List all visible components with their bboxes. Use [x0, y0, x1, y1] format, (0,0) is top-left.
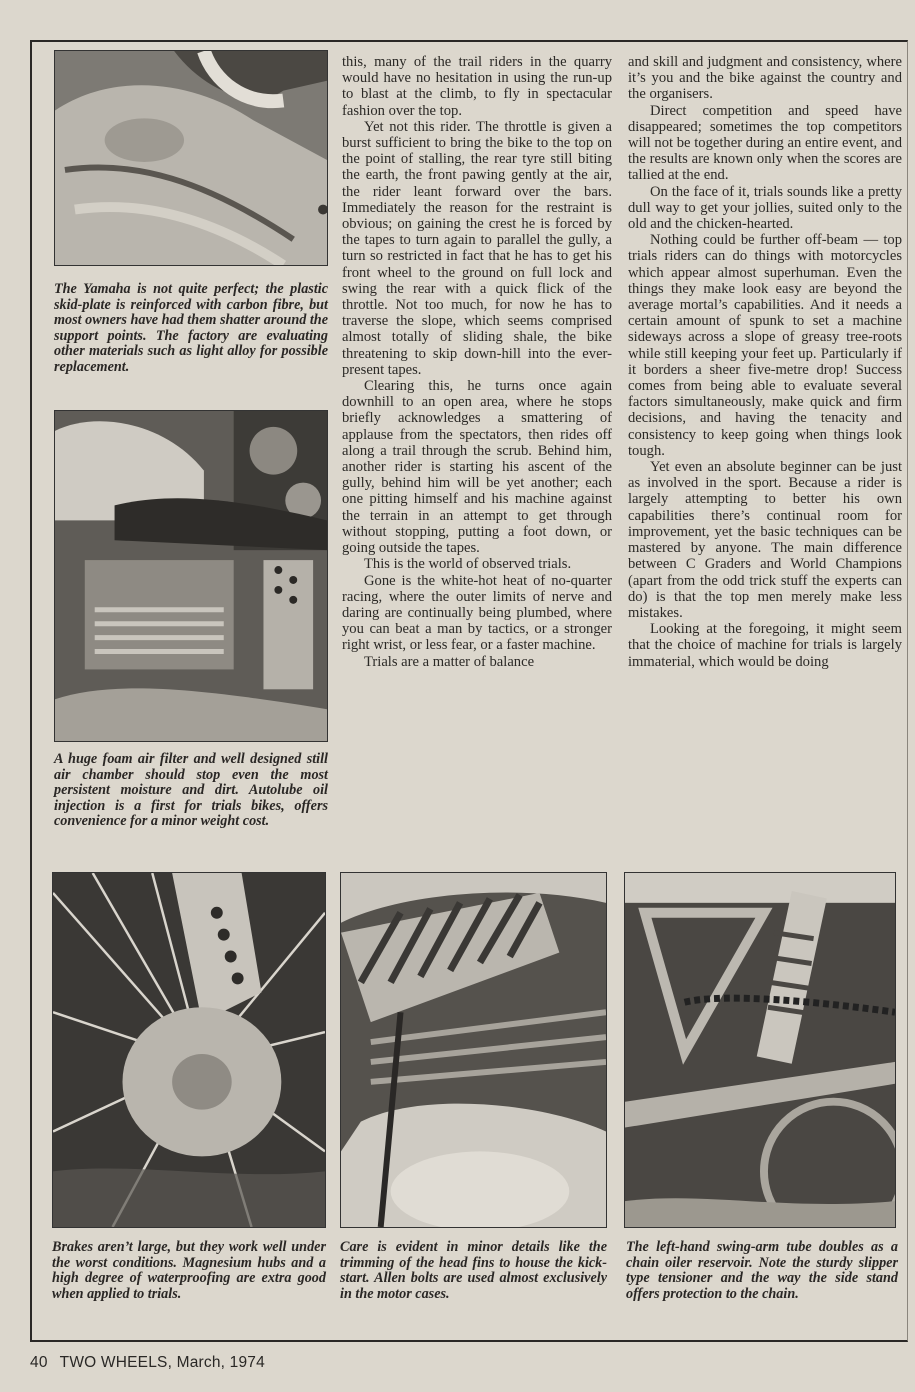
- publication-line: TWO WHEELS, March, 1974: [59, 1354, 265, 1371]
- air-filter-photo: [54, 410, 328, 742]
- swing-arm-caption: The left-hand swing-arm tube doubles as a chain oiler reservoir. Note the sturdy slipper type tensioner and the way the side stand offers protection to the chain.: [626, 1239, 898, 1302]
- paragraph: this, many of the trail riders in the quarry would have no hesitation in using the run-up to blast at the climb, to fly in spectacular fashion over the top.: [342, 54, 612, 119]
- paragraph: Direct competition and speed have disappeared; sometimes the top competitors will not be together during an entire event, and the results are known only when the scores are tallied at the end.: [628, 102, 902, 184]
- paragraph: Trials are a matter of balance: [364, 653, 535, 670]
- article-column-middle: [342, 54, 612, 670]
- skid-plate-photo: [54, 50, 328, 266]
- skid-plate-caption: The Yamaha is not quite perfect; the plastic skid-plate is reinforced with carbon fibre, but most owners have had them shatter around the support points. The factory are evaluating other materials such as light alloy for possible replacement.: [54, 281, 328, 375]
- page-number: 40: [30, 1354, 48, 1371]
- paragraph: Looking at the foregoing, it might seem that the choice of machine for trials is largely immaterial, which would be doing: [628, 621, 902, 670]
- air-filter-caption: A huge foam air filter and well designed still air chamber should stop even the most persistent moisture and dirt. Autolube oil injection is a first for trials bikes, offers convenience for a minor weight cost.: [54, 751, 328, 830]
- brake-hub-photo: [52, 872, 326, 1228]
- paragraph: Yet even an absolute beginner can be just as involved in the sport. Because a rider is largely attempting to better his own capabilities there’s continual room for improvement, yet the basic techniques can be mastered by anyone. The main difference between C Graders and World Champions (apart from the odd trick stuff the experts can do) is that the top men merely make less mistakes.: [628, 459, 902, 621]
- paragraph: On the face of it, trials sounds like a pretty dull way to get your jollies, suited only to the old and the chicken-hearted.: [628, 183, 902, 233]
- swing-arm-photo: [624, 872, 896, 1228]
- head-fins-caption: Care is evident in minor details like the trimming of the head fins to house the kick-start. Allen bolts are used almost exclusively in the motor cases.: [340, 1239, 607, 1302]
- page-footer: [30, 1354, 265, 1372]
- paragraph: and skill and judgment and consistency, where it’s you and the bike against the country and the organisers.: [628, 54, 902, 103]
- brakes-caption: Brakes aren’t large, but they work well under the worst conditions. Magnesium hubs and a high degree of waterproofing are extra good when applied to trials.: [52, 1239, 326, 1302]
- paragraph: This is the world of observed trials.: [364, 556, 572, 573]
- paragraph: Clearing this, he turns once again downhill to an open area, where he stops briefly acknowledges a smattering of applause from the spectators, then rides off along a trail through the scrub. Behind him, another rider is starting his ascent of the gully, behind him will be yet another; each one pitting himself and his machine against the terrain in an attempt to get through without stopping, putting a foot down, or going outside the tapes.: [342, 378, 612, 557]
- paragraph: Nothing could be further off-beam — top trials riders can do things with motorcycles which appear almost superhuman. Even the things they make look easy are beyond the average mortal’s capabilities. And it needs a certain amount of spunk to set a machine sideways across a slope of greasy tree-roots while still keeping your feet up. Particularly if it borders a sheer five-metre drop! Success comes from being able to evaluate several factors simultaneously, make quick and firm decisions, and having the tenacity and consistency to keep going when things look tough.: [628, 232, 902, 459]
- head-fins-photo: [340, 872, 607, 1228]
- paragraph: Gone is the white-hot heat of no-quarter racing, where the outer limits of nerve and daring are continually being plumbed, where you can beat a man by tactics, or a stronger right wrist, or less fear, or a faster machine.: [342, 572, 612, 654]
- article-column-right: [628, 54, 902, 670]
- paragraph: Yet not this rider. The throttle is given a burst sufficient to bring the bike to the top on the point of stalling, the rear tyre still biting the earth, the front pawing gently at the air, the rider leant forward over the bars. Immediately the reason for the restraint is obvious; on gaining the crest he is forced by the tapes to turn again to parallel the gully, a turn so restricted in fact that he has to get his front wheel to the ground on full lock and swing the rear with a quick flick of the throttle. Not too much, for now he has to traverse the slope, which seems comprised almost totally of sliding shale, the bike threatening to skip down-hill into the ever-present tapes.: [342, 118, 612, 378]
